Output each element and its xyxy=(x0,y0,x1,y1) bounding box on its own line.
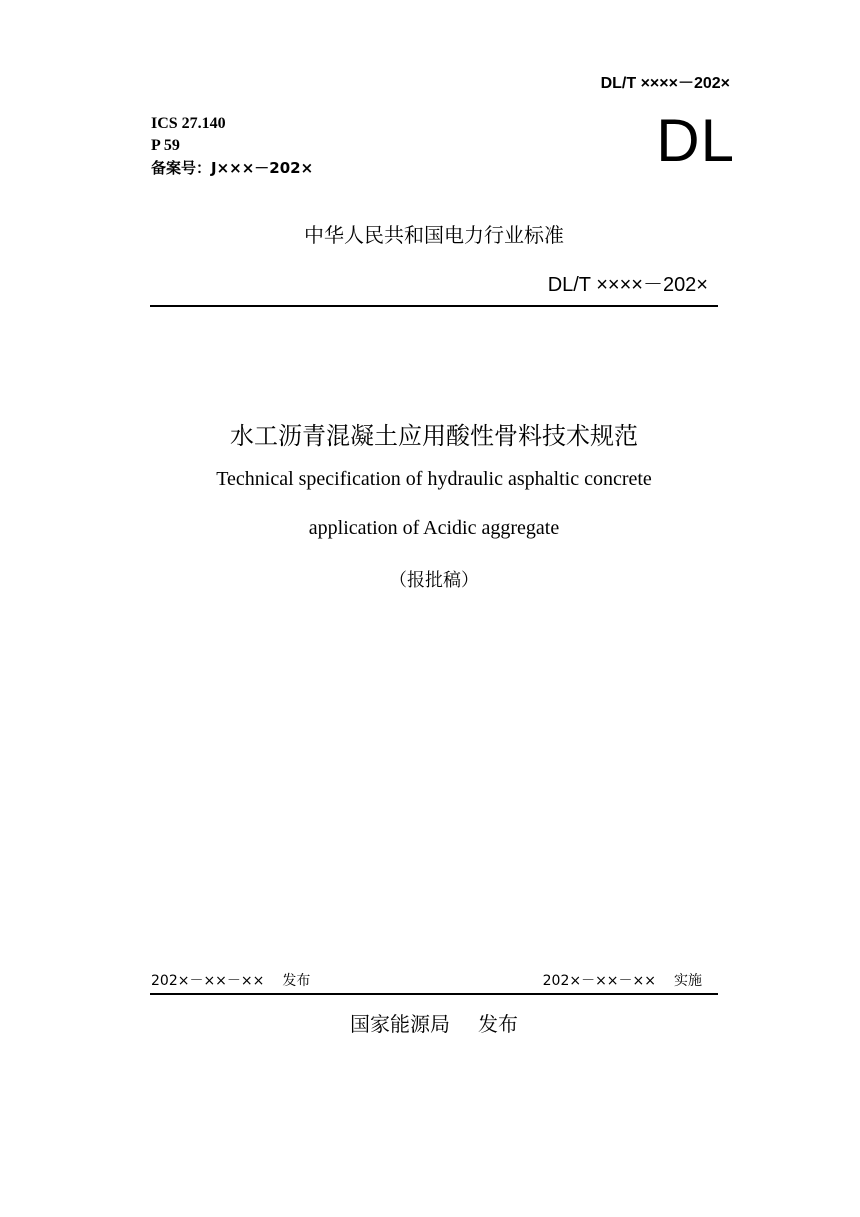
classification-block xyxy=(151,113,313,179)
header-standard-code: DL/T ××××－202× xyxy=(600,75,730,92)
filing-number: 备案号：J×××－202× xyxy=(151,159,314,177)
implement-date-block xyxy=(543,970,702,990)
dl-logo: DL xyxy=(656,107,735,174)
title-english-line1: Technical specification of hydraulic asphaltic concrete xyxy=(216,468,652,490)
title-english-line2: application of Acidic aggregate xyxy=(308,517,560,539)
publish-date-block xyxy=(151,970,310,990)
standard-number: DL/T ××××－202× xyxy=(547,274,708,296)
issuer-action: 发布 xyxy=(478,1012,518,1036)
implement-label: 实施 xyxy=(674,973,702,989)
implement-date: 202×－××－×× xyxy=(542,973,656,989)
top-divider xyxy=(150,305,718,307)
draft-status: （报批稿） xyxy=(389,570,479,591)
title-chinese: 水工沥青混凝土应用酸性骨料技术规范 xyxy=(230,422,638,450)
industry-standard-label: 中华人民共和国电力行业标准 xyxy=(304,223,564,247)
issuer-name: 国家能源局 xyxy=(350,1012,450,1036)
bottom-divider xyxy=(150,993,718,995)
issuer-block xyxy=(0,1008,860,1037)
ccs-code: P 59 xyxy=(151,137,180,154)
ics-code: ICS 27.140 xyxy=(151,115,226,132)
publish-label: 发布 xyxy=(282,973,311,989)
publish-date: 202×－××－×× xyxy=(151,973,265,989)
